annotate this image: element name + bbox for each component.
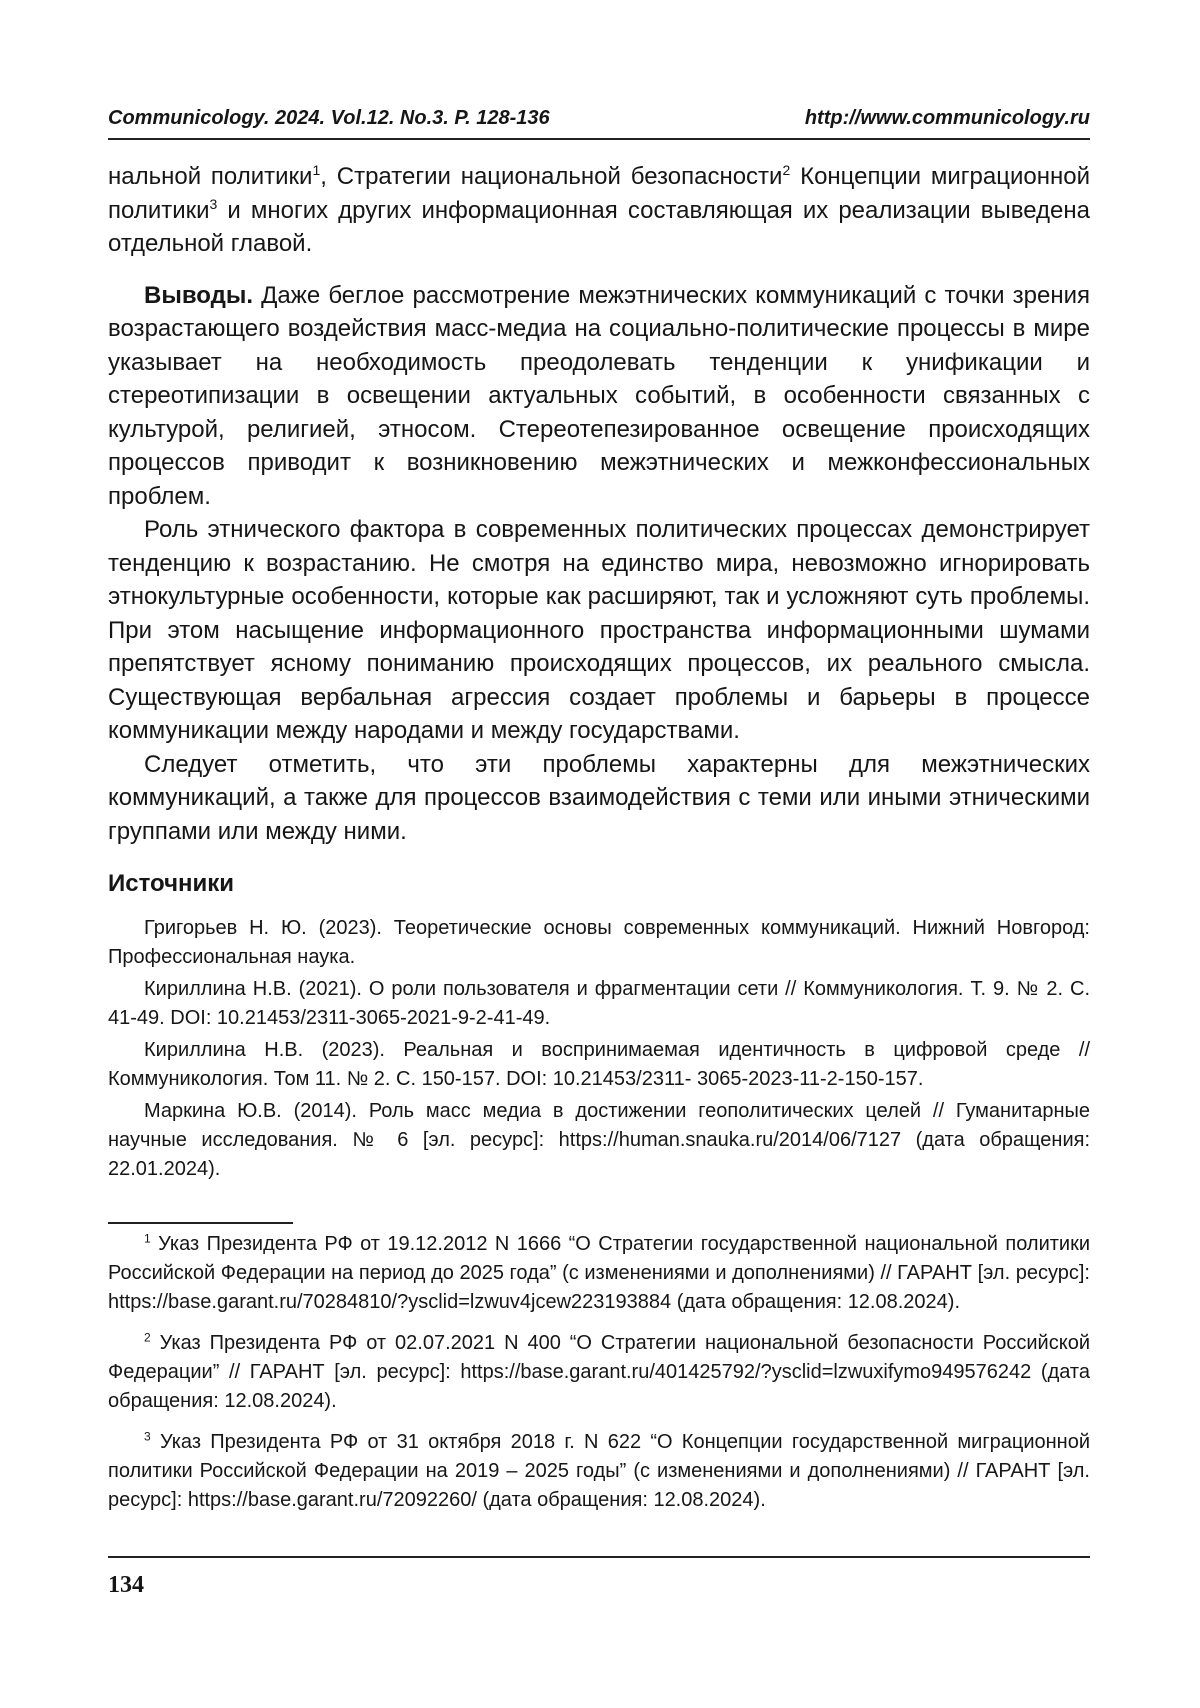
footnote-2: [108, 1329, 1090, 1416]
source-item: Кириллина Н.В. (2021). О роли пользователя и фрагментации сети // Коммуникология. Т. 9. № 2. С. 41-49. DOI: 10.21453/2311-3065-2021-9-2-41-49.: [108, 978, 1090, 1029]
footnote-separator: [108, 1222, 293, 1224]
footnote-ref-2: 2: [782, 162, 791, 178]
sources-heading: Источники: [108, 870, 235, 897]
footnote-ref-3: 3: [209, 195, 218, 212]
footnote-number: 3: [144, 1429, 151, 1444]
conclusions-text-1: Даже беглое рассмотрение межэтнических коммуникаций с точки зрения возрастающего воздействия масс-медиа на социально-политические процессы в мире указывает на необходимость преодолевать тенденции к унификации и стереотипизации в освещении актуальных событий, в особенности связанных с культурой, религией, этносом. Стереотепезированное освещение происходящих процессов приводит к возникновению межэтнических и межконфессиональных проблем.: [108, 281, 1090, 510]
page-number: 134: [108, 1572, 144, 1598]
conclusions-label: Выводы.: [144, 281, 254, 309]
footnote-ref-1: 1: [312, 162, 321, 178]
footnote-text: Указ Президента РФ от 02.07.2021 N 400 “О Стратегии национальной безопасности Российской Федерации” // ГАРАНТ [эл. ресурс]: https://base.garant.ru/401425792/?ysclid=lzwuxifymo949576242 (дата обращения: 12.08.2024).: [108, 1332, 1090, 1412]
intro-text-3: Концепции миграционной политики: [108, 163, 1090, 224]
conclusions-paragraph-2: Роль этнического фактора в современных политических процессах демонстрирует тенденцию к возрастанию. Не смотря на единство мира, невозможно игнорировать этнокультурные особенности, которые как расширяют, так и усложняют суть проблемы. При этом насыщение информационного пространства информационными шумами препятствует ясному пониманию происходящих процессов, их реального смысла. Существующая вербальная агрессия создает проблемы и барьеры в процессе коммуникации между народами и между государствами.: [108, 516, 1090, 744]
footnote-number: 2: [144, 1330, 151, 1345]
journal-citation: Communicology. 2024. Vol.12. No.3. P. 128-136: [108, 107, 550, 129]
source-item: Маркина Ю.В. (2014). Роль масс медиа в достижении геополитических целей // Гуманитарные научные исследования. № 6 [эл. ресурс]: https://human.snauka.ru/2014/06/7127 (дата обращения: 22.01.2024).: [108, 1100, 1090, 1180]
footnote-number: 1: [144, 1231, 151, 1246]
journal-url: http://www.communicology.ru: [804, 107, 1090, 129]
intro-text-4: и многих других информационная составляющая их реализации выведена отдельной главой.: [108, 196, 1090, 257]
intro-text-1: нальной политики: [108, 163, 313, 190]
conclusions-paragraph-1: [108, 279, 1090, 514]
paragraph-gap: [108, 261, 1090, 279]
source-item: Григорьев Н. Ю. (2023). Теоретические основы современных коммуникаций. Нижний Новгород: Профессиональная наука.: [108, 917, 1090, 968]
intro-paragraph: [108, 160, 1090, 261]
source-item: Кириллина Н.В. (2023). Реальная и воспринимаемая идентичность в цифровой среде // Коммуникология. Том 11. № 2. С. 150-157. DOI: 10.21453/2311- 3065-2023-11-2-150-157.: [108, 1039, 1090, 1090]
footnote-text: Указ Президента РФ от 19.12.2012 N 1666 “О Стратегии государственной национальной политики Российской Федерации на период до 2025 года” (с изменениями и дополнениями) // ГАРАНТ [эл. ресурс]: https://base.garant.ru/70284810/?ysclid=lzwuv4jcew223193884 (дата обращения: 12.08.2024).: [108, 1233, 1090, 1313]
conclusions-paragraph-3: Следует отметить, что эти проблемы характерны для межэтнических коммуникаций, а также для процессов взаимодействия с теми или иными этническими группами или между ними.: [108, 750, 1090, 845]
footnote-text: Указ Президента РФ от 31 октября 2018 г. N 622 “О Концепции государственной миграционной политики Российской Федерации на 2019 – 2025 годы” (с изменениями и дополнениями) // ГАРАНТ [эл. ресурс]: https://base.garant.ru/72092260/ (дата обращения: 12.08.2024).: [108, 1431, 1090, 1511]
footnote-3: [108, 1428, 1090, 1515]
running-header: [108, 104, 1090, 140]
sources-list: [108, 914, 1090, 1184]
footnote-1: [108, 1230, 1090, 1317]
footer-rule: [108, 1556, 1090, 1558]
intro-text-2: , Стратегии национальной безопасности: [320, 163, 783, 190]
page-content: [108, 160, 1090, 1527]
footnotes: [108, 1230, 1090, 1515]
